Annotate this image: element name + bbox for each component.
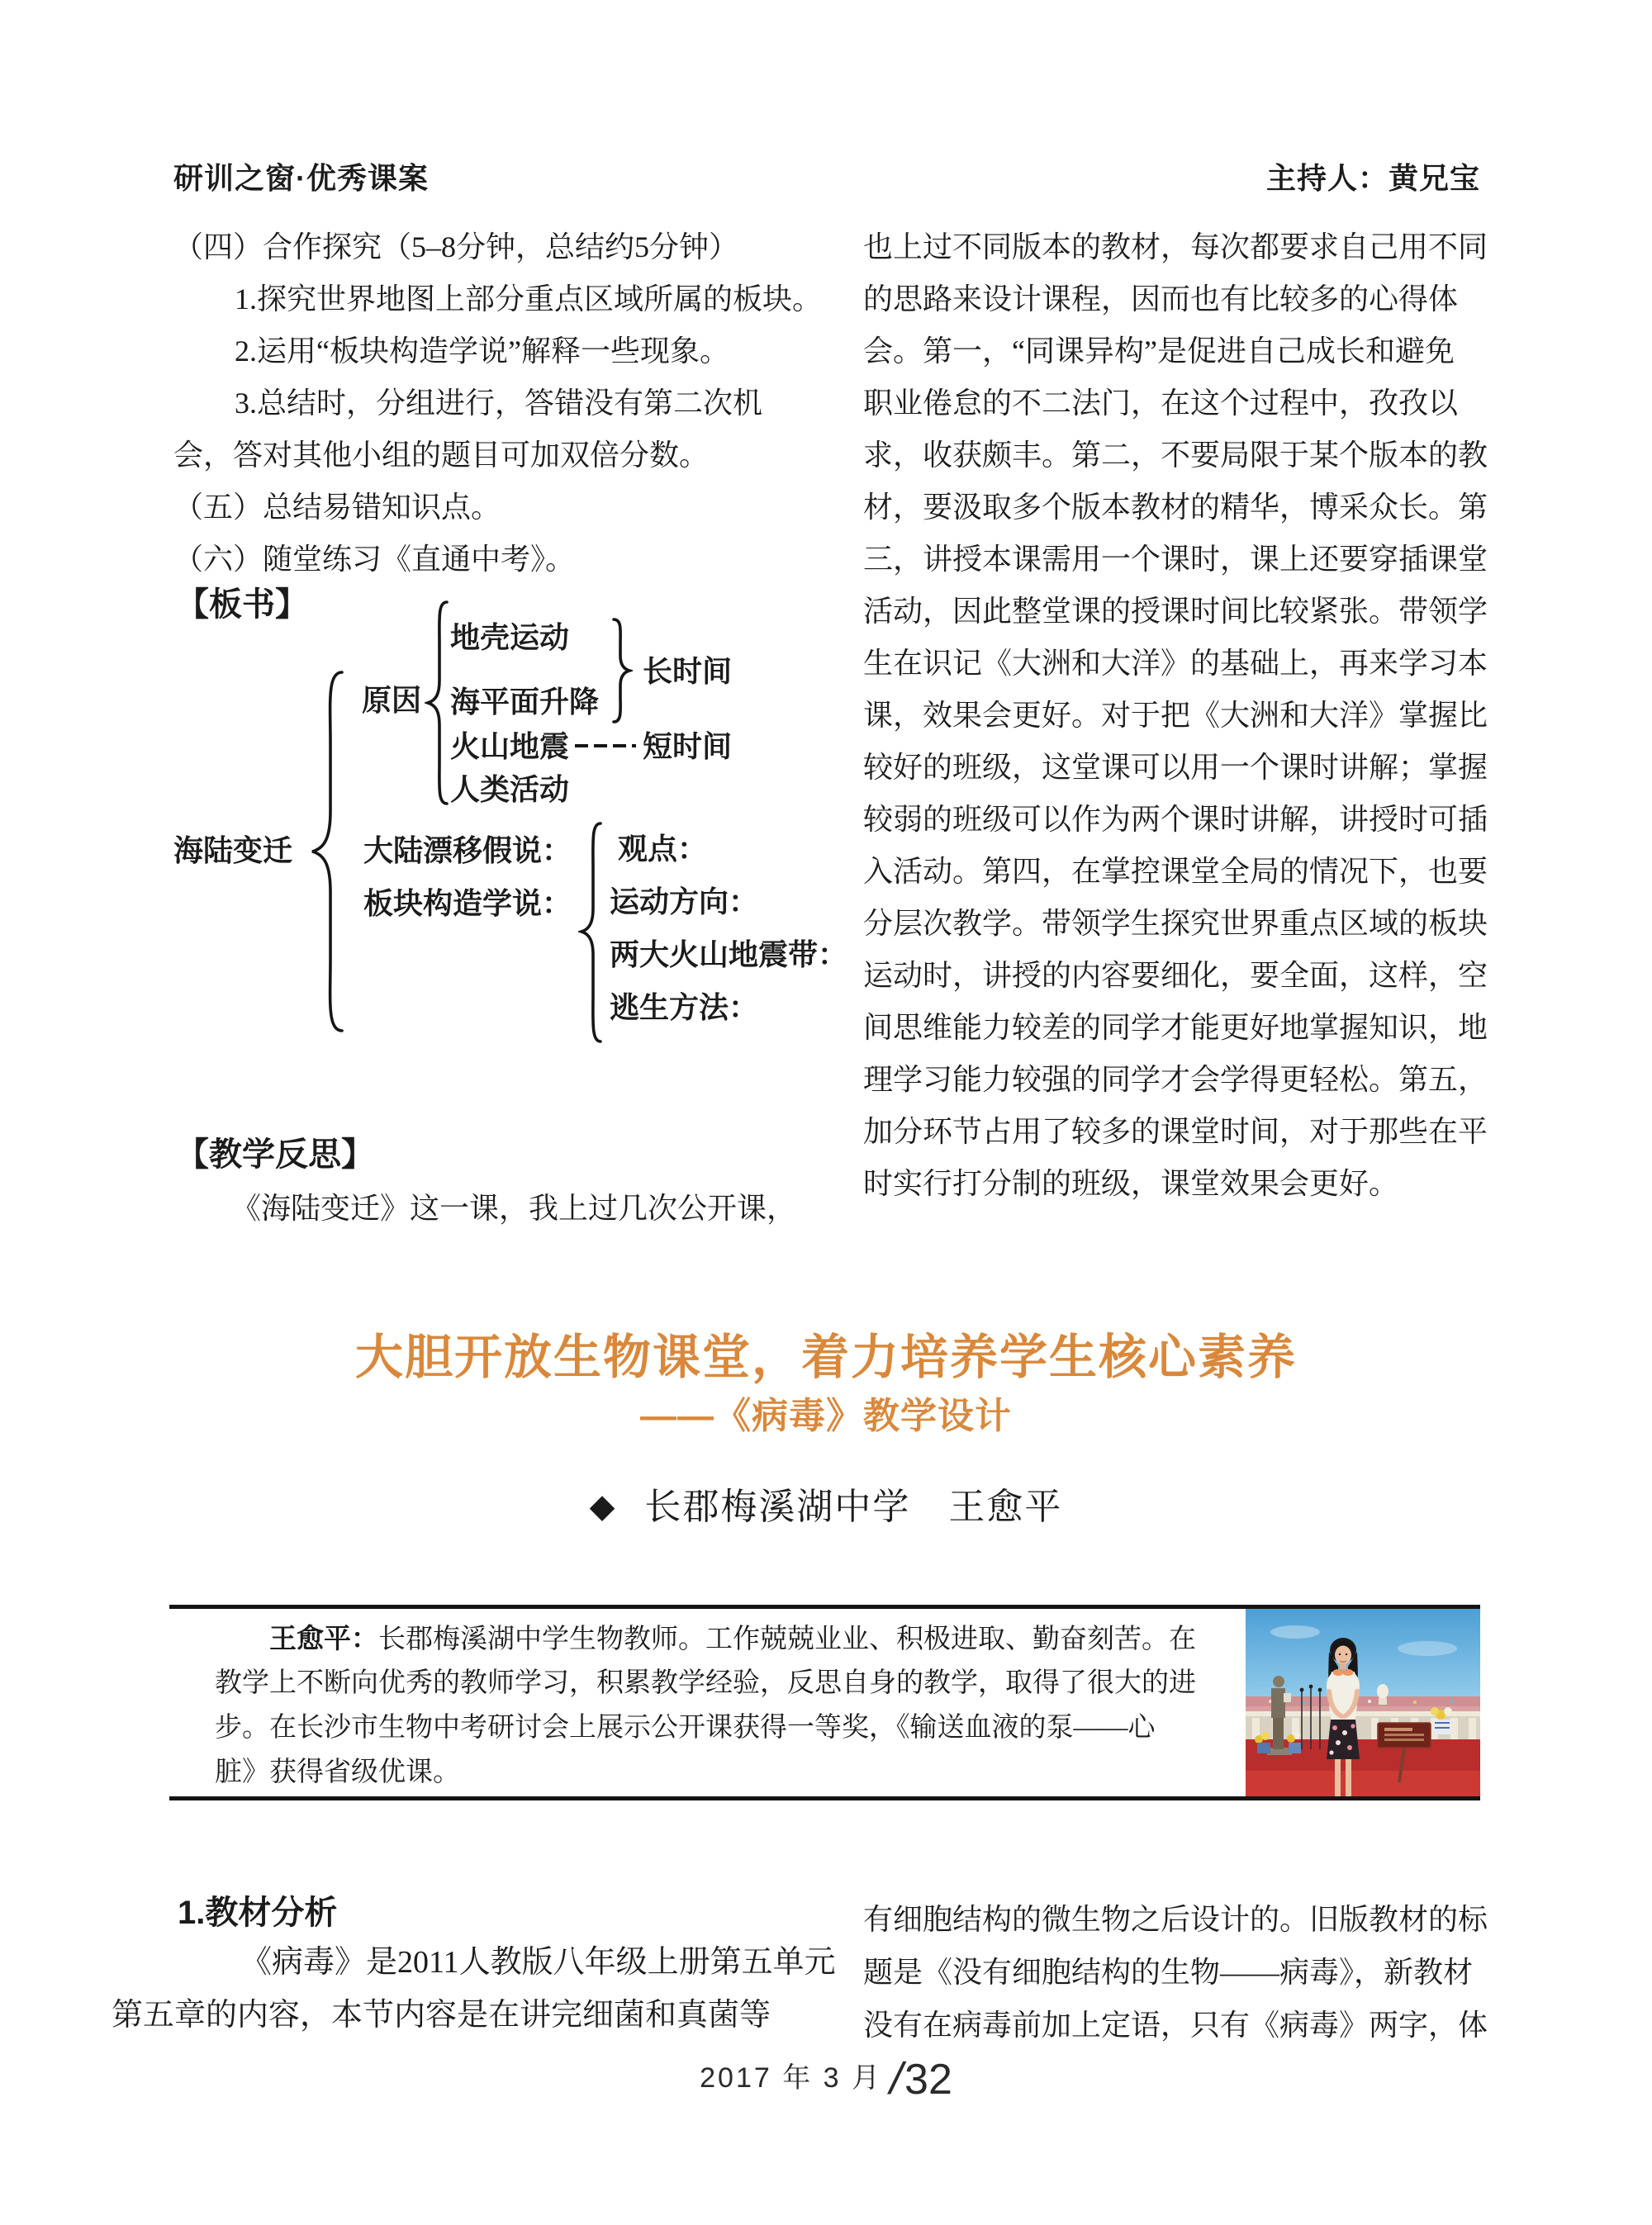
diagram-root: 海陆变迁 xyxy=(173,833,293,867)
body-line: 时实行打分制的班级，课堂效果会更好。 xyxy=(863,1167,1399,1200)
body-line: 理学习能力较强的同学才会学得更轻松。第五， xyxy=(863,1063,1488,1096)
bio-line: 步。在长沙市生物中考研讨会上展示公开课获得一等奖，《输送血液的泵——心 xyxy=(215,1713,1156,1743)
body-line: 三，讲授本课需用一个课时，课上还要穿插课堂 xyxy=(863,543,1488,576)
diamond-icon: ◆ xyxy=(589,1487,617,1525)
author-photo-illustration xyxy=(1246,1609,1480,1796)
diagram-item-viewpoint: 观点： xyxy=(618,832,708,866)
body-line: 会。第一，“同课异构”是促进自己成长和避免 xyxy=(863,334,1455,368)
footer-page-number: 32 xyxy=(904,2056,952,2104)
body-line: 求，收获颇丰。第二，不要局限于某个版本的教 xyxy=(863,439,1488,472)
cause-brace xyxy=(425,600,449,806)
diagram-label-drift-hypothesis: 大陆漂移假说： xyxy=(363,833,572,867)
reflection-heading: 【教学反思】 xyxy=(176,1136,374,1173)
step-line: 1.探究世界地图上部分重点区域所属的板块。 xyxy=(235,282,823,315)
body-line: 加分环节占用了较多的课堂时间，对于那些在平 xyxy=(863,1115,1488,1148)
body-line: 活动，因此整堂课的授课时间比较紧张。带领学 xyxy=(863,595,1488,628)
author-photo xyxy=(1246,1609,1480,1796)
main-brace xyxy=(307,669,345,1034)
footer-date: 2017 年 3 月 xyxy=(700,2062,883,2094)
host-label: 主持人：黄兄宝 xyxy=(1265,161,1480,195)
diagram-item-sea-level: 海平面升降 xyxy=(450,685,600,719)
body-line: 较弱的班级可以作为两个课时讲解，讲授时可插 xyxy=(863,803,1488,836)
diagram-label-long-time: 长时间 xyxy=(643,654,733,688)
step-line: （五）总结易错知识点。 xyxy=(173,491,501,524)
diagram-item-escape-methods: 逃生方法： xyxy=(610,990,759,1024)
body-line: 的思路来设计课程，因而也有比较多的心得体 xyxy=(863,282,1459,315)
diagram-label-short-time: 短时间 xyxy=(643,729,733,763)
diagram-item-volcano-earthquake: 火山地震 xyxy=(450,729,570,763)
blackboard-heading: 【板书】 xyxy=(176,586,308,623)
page-footer xyxy=(0,2053,1652,2104)
bio-line: 教学上不断向优秀的教师学习，积累教学经验，反思自身的教学，取得了很大的进 xyxy=(215,1668,1196,1698)
lesson-steps-column xyxy=(173,221,823,586)
footer-slash: / xyxy=(885,2054,909,2104)
step-line: 3.总结时，分组进行，答错没有第二次机 xyxy=(235,387,763,420)
author-name: 长郡梅溪湖中学 王愈平 xyxy=(644,1487,1063,1527)
bio-line xyxy=(215,1616,1231,1661)
step-line: 2.运用“板块构造学说”解释一些现象。 xyxy=(235,334,729,368)
diagram-item-crust-movement: 地壳运动 xyxy=(450,620,570,654)
body-line: 《病毒》是2011人教版八年级上册第五单元 xyxy=(240,1945,836,1980)
theory-brace xyxy=(578,821,603,1044)
body-line: 第五章的内容，本节内容是在讲完细菌和真菌等 xyxy=(112,1998,771,2033)
body-line: 没有在病毒前加上定语，只有《病毒》两字，体 xyxy=(863,2009,1488,2042)
body-line: 材，要汲取多个版本教材的精华，博采众长。第 xyxy=(863,491,1488,524)
body-line: 入活动。第四，在掌控课堂全局的情况下，也要 xyxy=(863,855,1488,888)
body-line: 生在识记《大洲和大洋》的基础上，再来学习本 xyxy=(863,647,1488,680)
bio-line-text: 长郡梅溪湖中学生物教师。工作兢兢业业、积极进取、勤奋刻苦。在 xyxy=(378,1625,1196,1654)
section1-right-column xyxy=(863,1893,1491,2052)
bio-line: 脏》获得省级优课。 xyxy=(215,1758,460,1787)
bio-text xyxy=(215,1616,1231,1795)
diagram-item-human-activity: 人类活动 xyxy=(450,772,570,806)
diagram-label-plate-theory: 板块构造学说： xyxy=(363,886,572,920)
body-line: 分层次教学。带领学生探究世界重点区域的板块 xyxy=(863,907,1488,940)
body-line: 有细胞结构的微生物之后设计的。旧版教材的标 xyxy=(863,1903,1488,1936)
section1-left-column xyxy=(112,1936,836,2042)
diagram-item-seismic-belts: 两大火山地震带： xyxy=(610,937,848,971)
author-line xyxy=(0,1477,1652,1530)
body-line: 较好的班级，这堂课可以用一个课时讲解；掌握 xyxy=(863,751,1488,784)
diagram-label-cause: 原因 xyxy=(362,683,422,717)
reflection-line: 《海陆变迁》这一课，我上过几次公开课， xyxy=(231,1192,797,1225)
step-line: 会，答对其他小组的题目可加双倍分数。 xyxy=(173,439,710,472)
section-title: 研训之窗·优秀课案 xyxy=(173,161,429,195)
article-title: 大胆开放生物课堂，着力培养学生核心素养 xyxy=(354,1331,1297,1384)
body-line: 职业倦怠的不二法门，在这个过程中，孜孜以 xyxy=(863,387,1459,420)
section1-heading: 1.教材分析 xyxy=(178,1895,338,1931)
author-bio-box xyxy=(169,1605,1480,1800)
bio-author-name: 王愈平： xyxy=(269,1623,378,1653)
body-line: 课，效果会更好。对于把《大洲和大洋》掌握比 xyxy=(863,699,1488,732)
short-time-connector xyxy=(573,742,638,750)
article-subtitle: ——《病毒》教学设计 xyxy=(640,1396,1012,1436)
diagram-item-movement-direction: 运动方向： xyxy=(610,885,759,918)
step-line: （四）合作探究（5–8分钟，总结约5分钟） xyxy=(173,230,739,263)
long-time-bracket xyxy=(611,616,633,725)
body-line: 间思维能力较差的同学才能更好地掌握知识，地 xyxy=(863,1011,1488,1044)
body-line: 题是《没有细胞结构的生物——病毒》，新教材 xyxy=(863,1956,1474,1989)
body-line: 也上过不同版本的教材，每次都要求自己用不同 xyxy=(863,230,1488,263)
step-line: （六）随堂练习《直通中考》。 xyxy=(173,543,576,576)
reflection-body-column xyxy=(863,221,1491,1210)
body-line: 运动时，讲授的内容要细化，要全面，这样，空 xyxy=(863,959,1488,992)
